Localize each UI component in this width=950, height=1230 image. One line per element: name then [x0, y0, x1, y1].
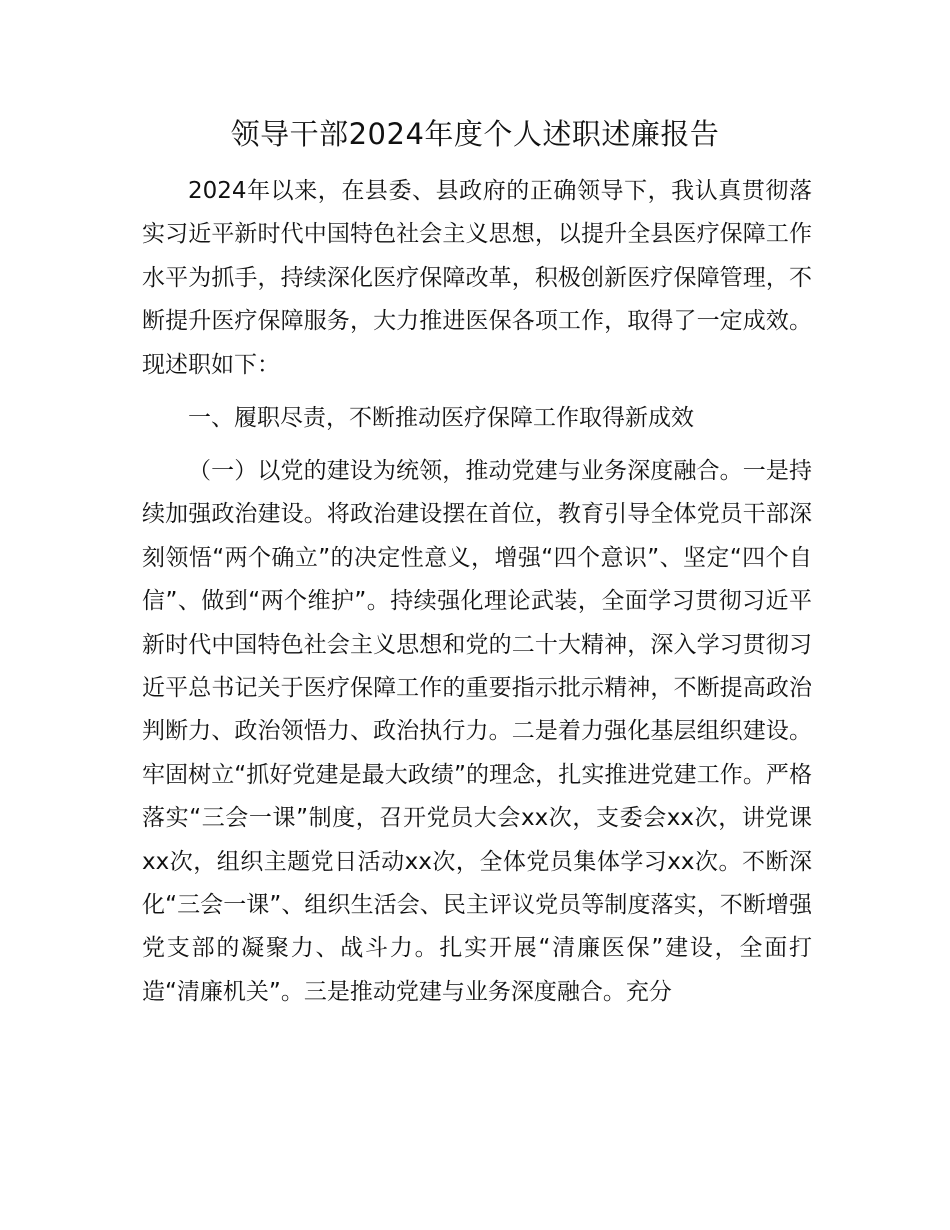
intro-paragraph: 2024年以来，在县委、县政府的正确领导下，我认真贯彻落实习近平新时代中国特色社会主义思想，以提升全县医疗保障工作水平为抓手，持续深化医疗保障改革，积极创新医疗保障管理，不断提升医疗保障服务，大力推进医保各项工作，取得了一定成效。现述职如下： [142, 178, 812, 378]
section-heading: 一、履职尽责，不断推动医疗保障工作取得新成效 [188, 405, 694, 431]
document-title: 领导干部2024年度个人述职述廉报告 [230, 117, 720, 151]
body-paragraph: （一）以党的建设为统领，推动党建与业务深度融合。一是持续加强政治建设。将政治建设摆在首位，教育引导全体党员干部深刻领悟“两个确立”的决定性意义，增强“四个意识”、坚定“四个自信”、做到“两个维护”。持续强化理论武装，全面学习贯彻习近平新时代中国特色社会主义思想和党的二十大精神，深入学习贯彻习近平总书记关于医疗保障工作的重要指示批示精神，不断提高政治判断力、政治领悟力、政治执行力。二是着力强化基层组织建设。牢固树立“抓好党建是最大政绩”的理念，扎实推进党建工作。严格落实“三会一课”制度，召开党员大会xx次，支委会xx次，讲党课xx次，组织主题党日活动xx次，全体党员集体学习xx次。不断深化“三会一课”、组织生活会、民主评议党员等制度落实，不断增强党支部的凝聚力、战斗力。扎实开展“清廉医保”建设，全面打造“清廉机关”。三是推动党建与业务深度融合。充分 [142, 458, 812, 1005]
